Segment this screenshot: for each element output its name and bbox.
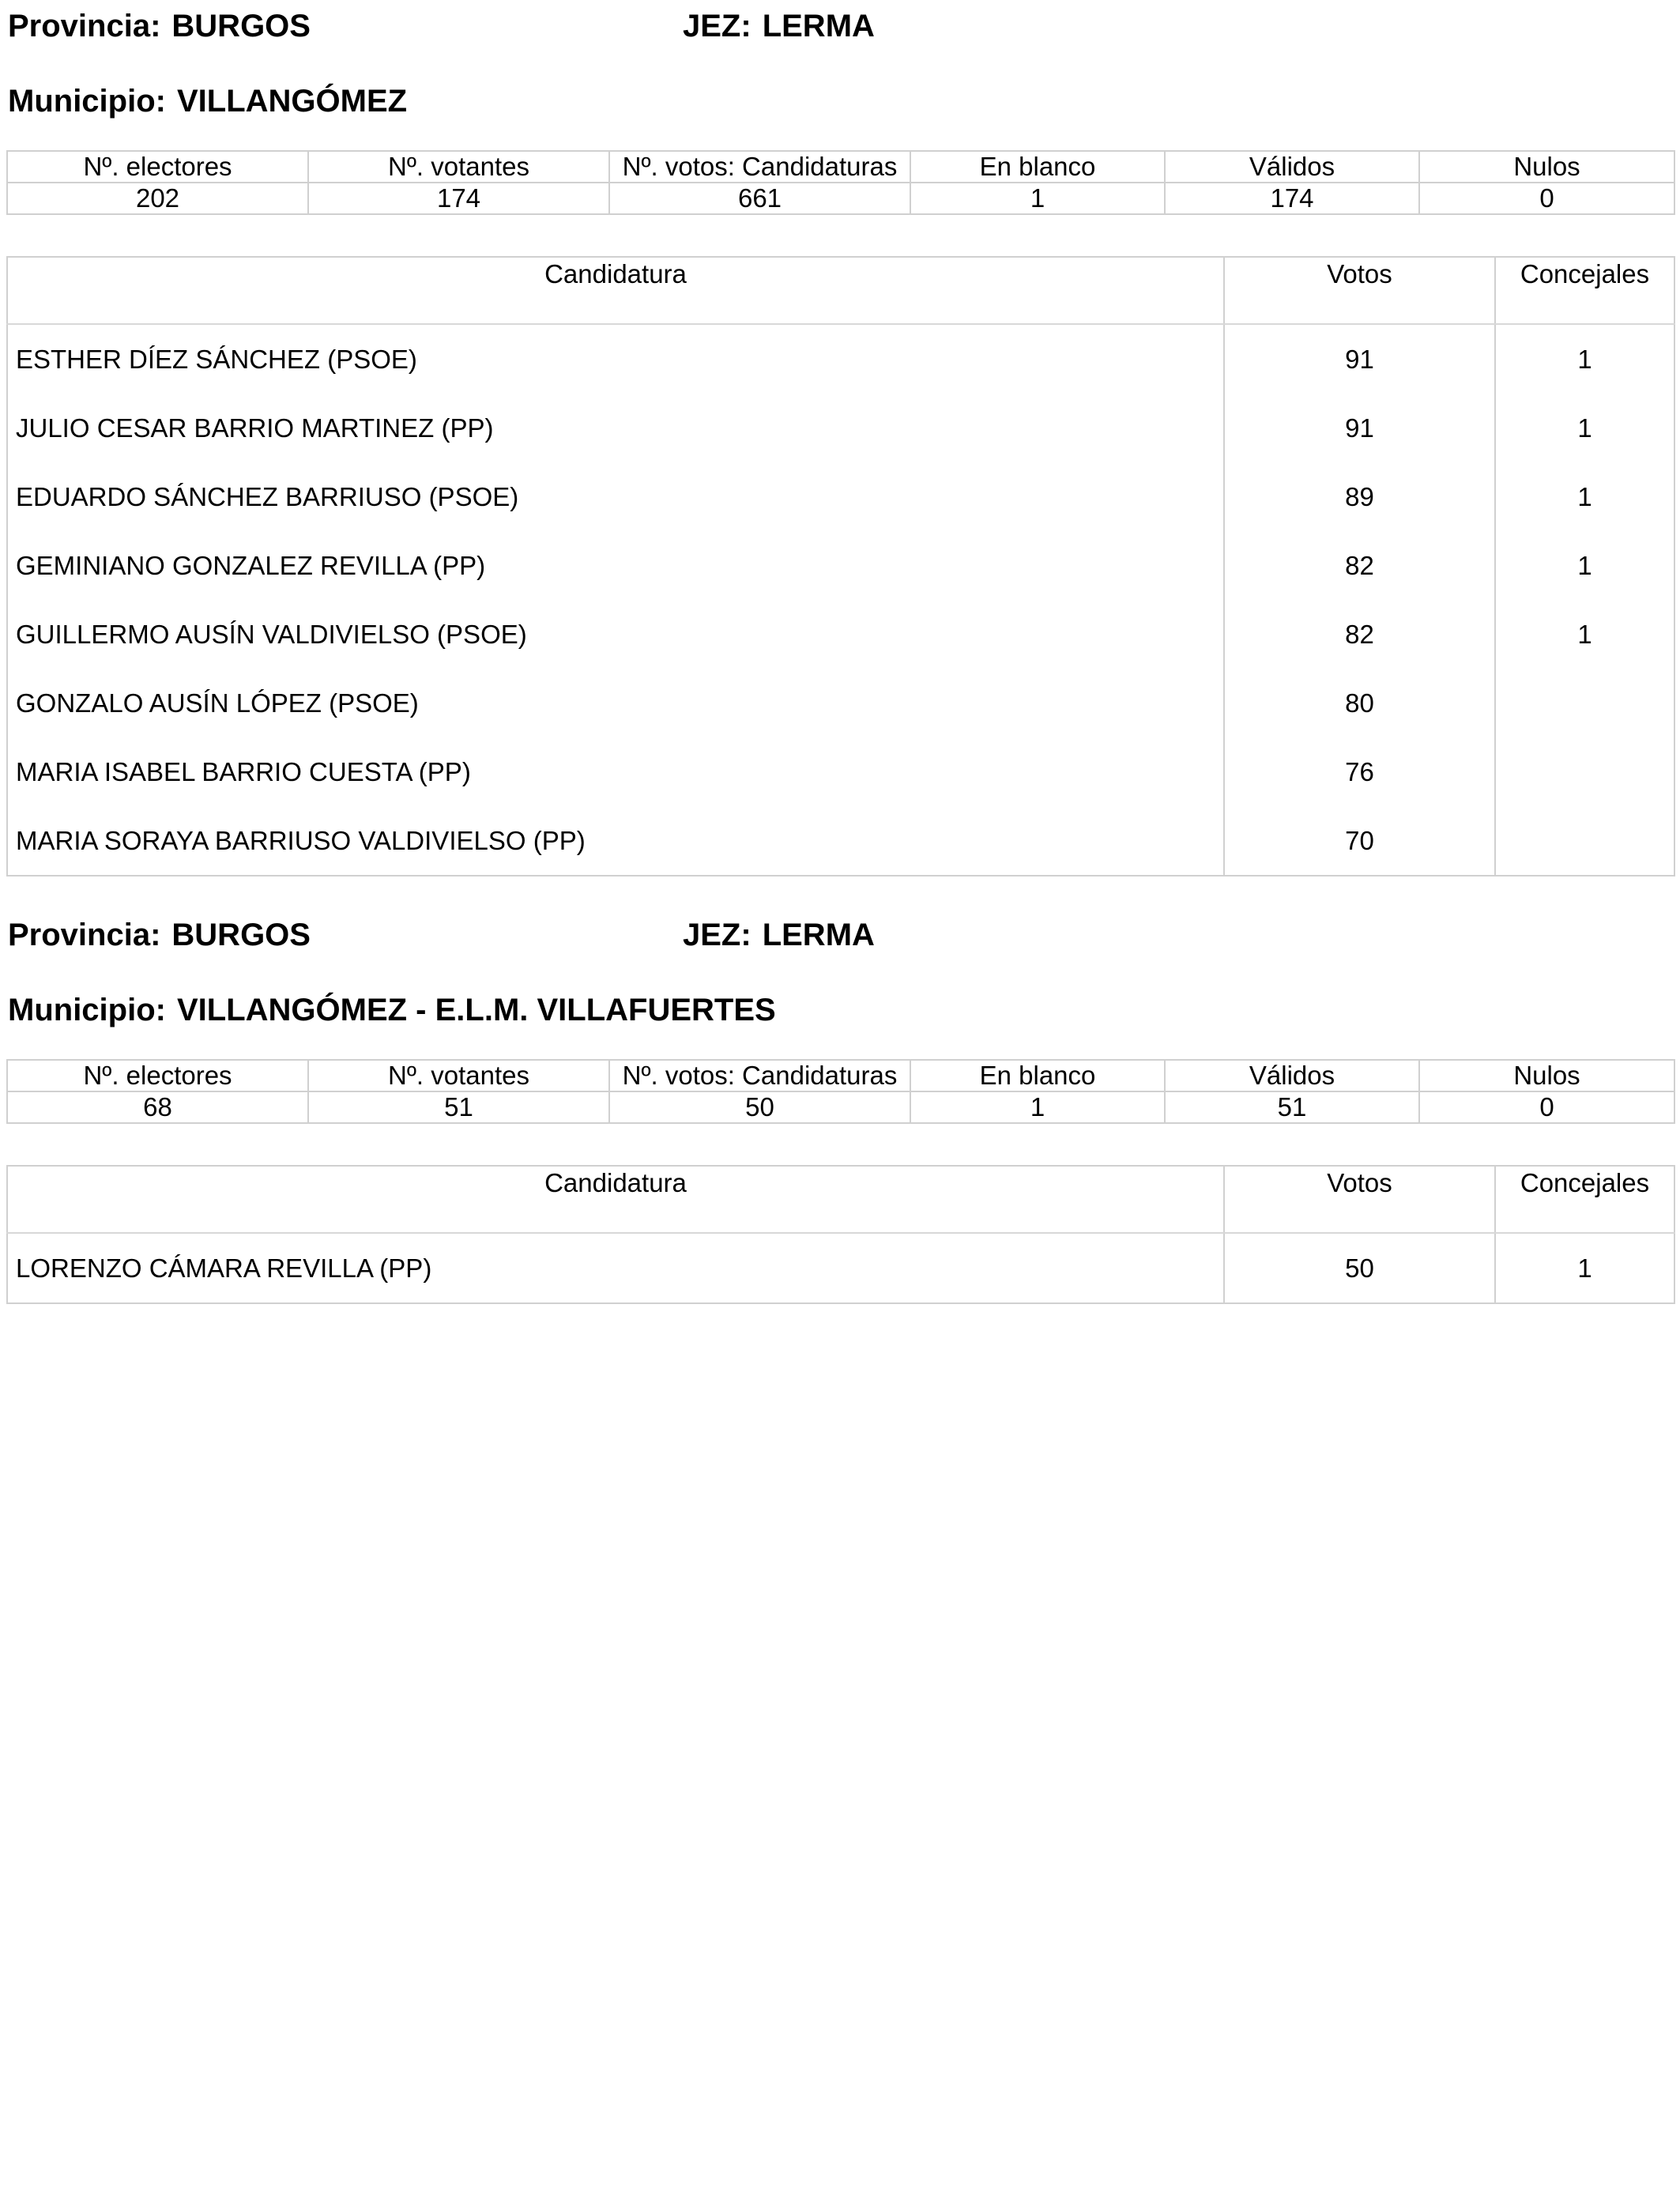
provincia-value: BURGOS [171, 918, 311, 952]
jez-heading: JEZ: LERMA [683, 9, 875, 43]
summary-header-cell: Válidos [1165, 151, 1419, 183]
table-row [7, 669, 1674, 737]
summary-value-cell: 1 [910, 1091, 1165, 1123]
table-row [7, 531, 1674, 600]
summary-value-cell: 174 [308, 183, 609, 214]
summary-header-cell: Nº. votantes [308, 151, 609, 183]
table-row [7, 737, 1674, 806]
candidate-votos: 80 [1224, 669, 1495, 737]
candidate-name: GUILLERMO AUSÍN VALDIVIELSO (PSOE) [7, 600, 1224, 669]
municipio-heading: Municipio: VILLANGÓMEZ - E.L.M. VILLAFUERTES [8, 993, 776, 1027]
provincia-value: BURGOS [171, 9, 311, 43]
candidates-header-row [7, 257, 1674, 324]
summary-value-cell: 68 [7, 1091, 308, 1123]
summary-header-cell: Válidos [1165, 1060, 1419, 1091]
candidatura-header: Candidatura [7, 257, 1224, 324]
table-row [7, 600, 1674, 669]
summary-header-cell: Nº. votos: Candidaturas [609, 151, 910, 183]
summary-table [6, 1059, 1675, 1124]
summary-value-cell: 0 [1419, 183, 1674, 214]
jez-value: LERMA [762, 918, 875, 952]
summary-value-cell: 202 [7, 183, 308, 214]
summary-value-cell: 1 [910, 183, 1165, 214]
candidate-votos: 91 [1224, 394, 1495, 462]
summary-value-cell: 51 [308, 1091, 609, 1123]
municipio-heading: Municipio: VILLANGÓMEZ [8, 84, 408, 119]
jez-heading: JEZ: LERMA [683, 918, 875, 952]
candidate-name: GONZALO AUSÍN LÓPEZ (PSOE) [7, 669, 1224, 737]
summary-header-row [7, 1060, 1674, 1091]
summary-value-cell: 50 [609, 1091, 910, 1123]
summary-value-cell: 174 [1165, 183, 1419, 214]
candidate-concejales [1495, 806, 1674, 876]
candidate-votos: 82 [1224, 600, 1495, 669]
summary-value-cell: 0 [1419, 1091, 1674, 1123]
candidate-name: LORENZO CÁMARA REVILLA (PP) [7, 1233, 1224, 1303]
candidates-header-row [7, 1166, 1674, 1233]
summary-header-cell: Nulos [1419, 1060, 1674, 1091]
provincia-heading: Provincia: BURGOS [8, 9, 311, 43]
candidate-votos: 91 [1224, 324, 1495, 394]
summary-header-cell: Nº. electores [7, 151, 308, 183]
table-row [7, 394, 1674, 462]
summary-value-cell: 661 [609, 183, 910, 214]
summary-header-cell: Nº. votos: Candidaturas [609, 1060, 910, 1091]
candidate-votos: 50 [1224, 1233, 1495, 1303]
votos-header: Votos [1224, 257, 1495, 324]
table-row [7, 324, 1674, 394]
candidate-name: JULIO CESAR BARRIO MARTINEZ (PP) [7, 394, 1224, 462]
table-row [7, 462, 1674, 531]
candidate-concejales: 1 [1495, 1233, 1674, 1303]
candidate-concejales: 1 [1495, 600, 1674, 669]
votos-header: Votos [1224, 1166, 1495, 1233]
provincia-heading: Provincia: BURGOS [8, 918, 311, 952]
candidate-name: MARIA SORAYA BARRIUSO VALDIVIELSO (PP) [7, 806, 1224, 876]
candidate-name: GEMINIANO GONZALEZ REVILLA (PP) [7, 531, 1224, 600]
candidate-concejales [1495, 737, 1674, 806]
summary-value-cell: 51 [1165, 1091, 1419, 1123]
summary-value-row [7, 183, 1674, 214]
candidates-table [6, 256, 1675, 876]
candidate-concejales: 1 [1495, 531, 1674, 600]
candidate-name: ESTHER DÍEZ SÁNCHEZ (PSOE) [7, 324, 1224, 394]
concejales-header: Concejales [1495, 1166, 1674, 1233]
summary-header-cell: Nulos [1419, 151, 1674, 183]
summary-header-cell: Nº. votantes [308, 1060, 609, 1091]
municipio-value: VILLANGÓMEZ [176, 84, 408, 119]
candidate-votos: 89 [1224, 462, 1495, 531]
candidate-votos: 82 [1224, 531, 1495, 600]
concejales-header: Concejales [1495, 257, 1674, 324]
summary-table [6, 150, 1675, 215]
summary-header-cell: Nº. electores [7, 1060, 308, 1091]
summary-header-cell: En blanco [910, 151, 1165, 183]
candidatura-header: Candidatura [7, 1166, 1224, 1233]
table-row [7, 806, 1674, 876]
jez-value: LERMA [762, 9, 875, 43]
candidate-votos: 76 [1224, 737, 1495, 806]
candidate-concejales: 1 [1495, 324, 1674, 394]
candidate-concejales [1495, 669, 1674, 737]
candidates-table [6, 1165, 1675, 1304]
municipio-value: VILLANGÓMEZ - E.L.M. VILLAFUERTES [176, 993, 776, 1027]
candidate-concejales: 1 [1495, 462, 1674, 531]
summary-header-row [7, 151, 1674, 183]
summary-header-cell: En blanco [910, 1060, 1165, 1091]
candidate-concejales: 1 [1495, 394, 1674, 462]
candidate-name: EDUARDO SÁNCHEZ BARRIUSO (PSOE) [7, 462, 1224, 531]
candidate-name: MARIA ISABEL BARRIO CUESTA (PP) [7, 737, 1224, 806]
summary-value-row [7, 1091, 1674, 1123]
table-row [7, 1233, 1674, 1303]
candidate-votos: 70 [1224, 806, 1495, 876]
